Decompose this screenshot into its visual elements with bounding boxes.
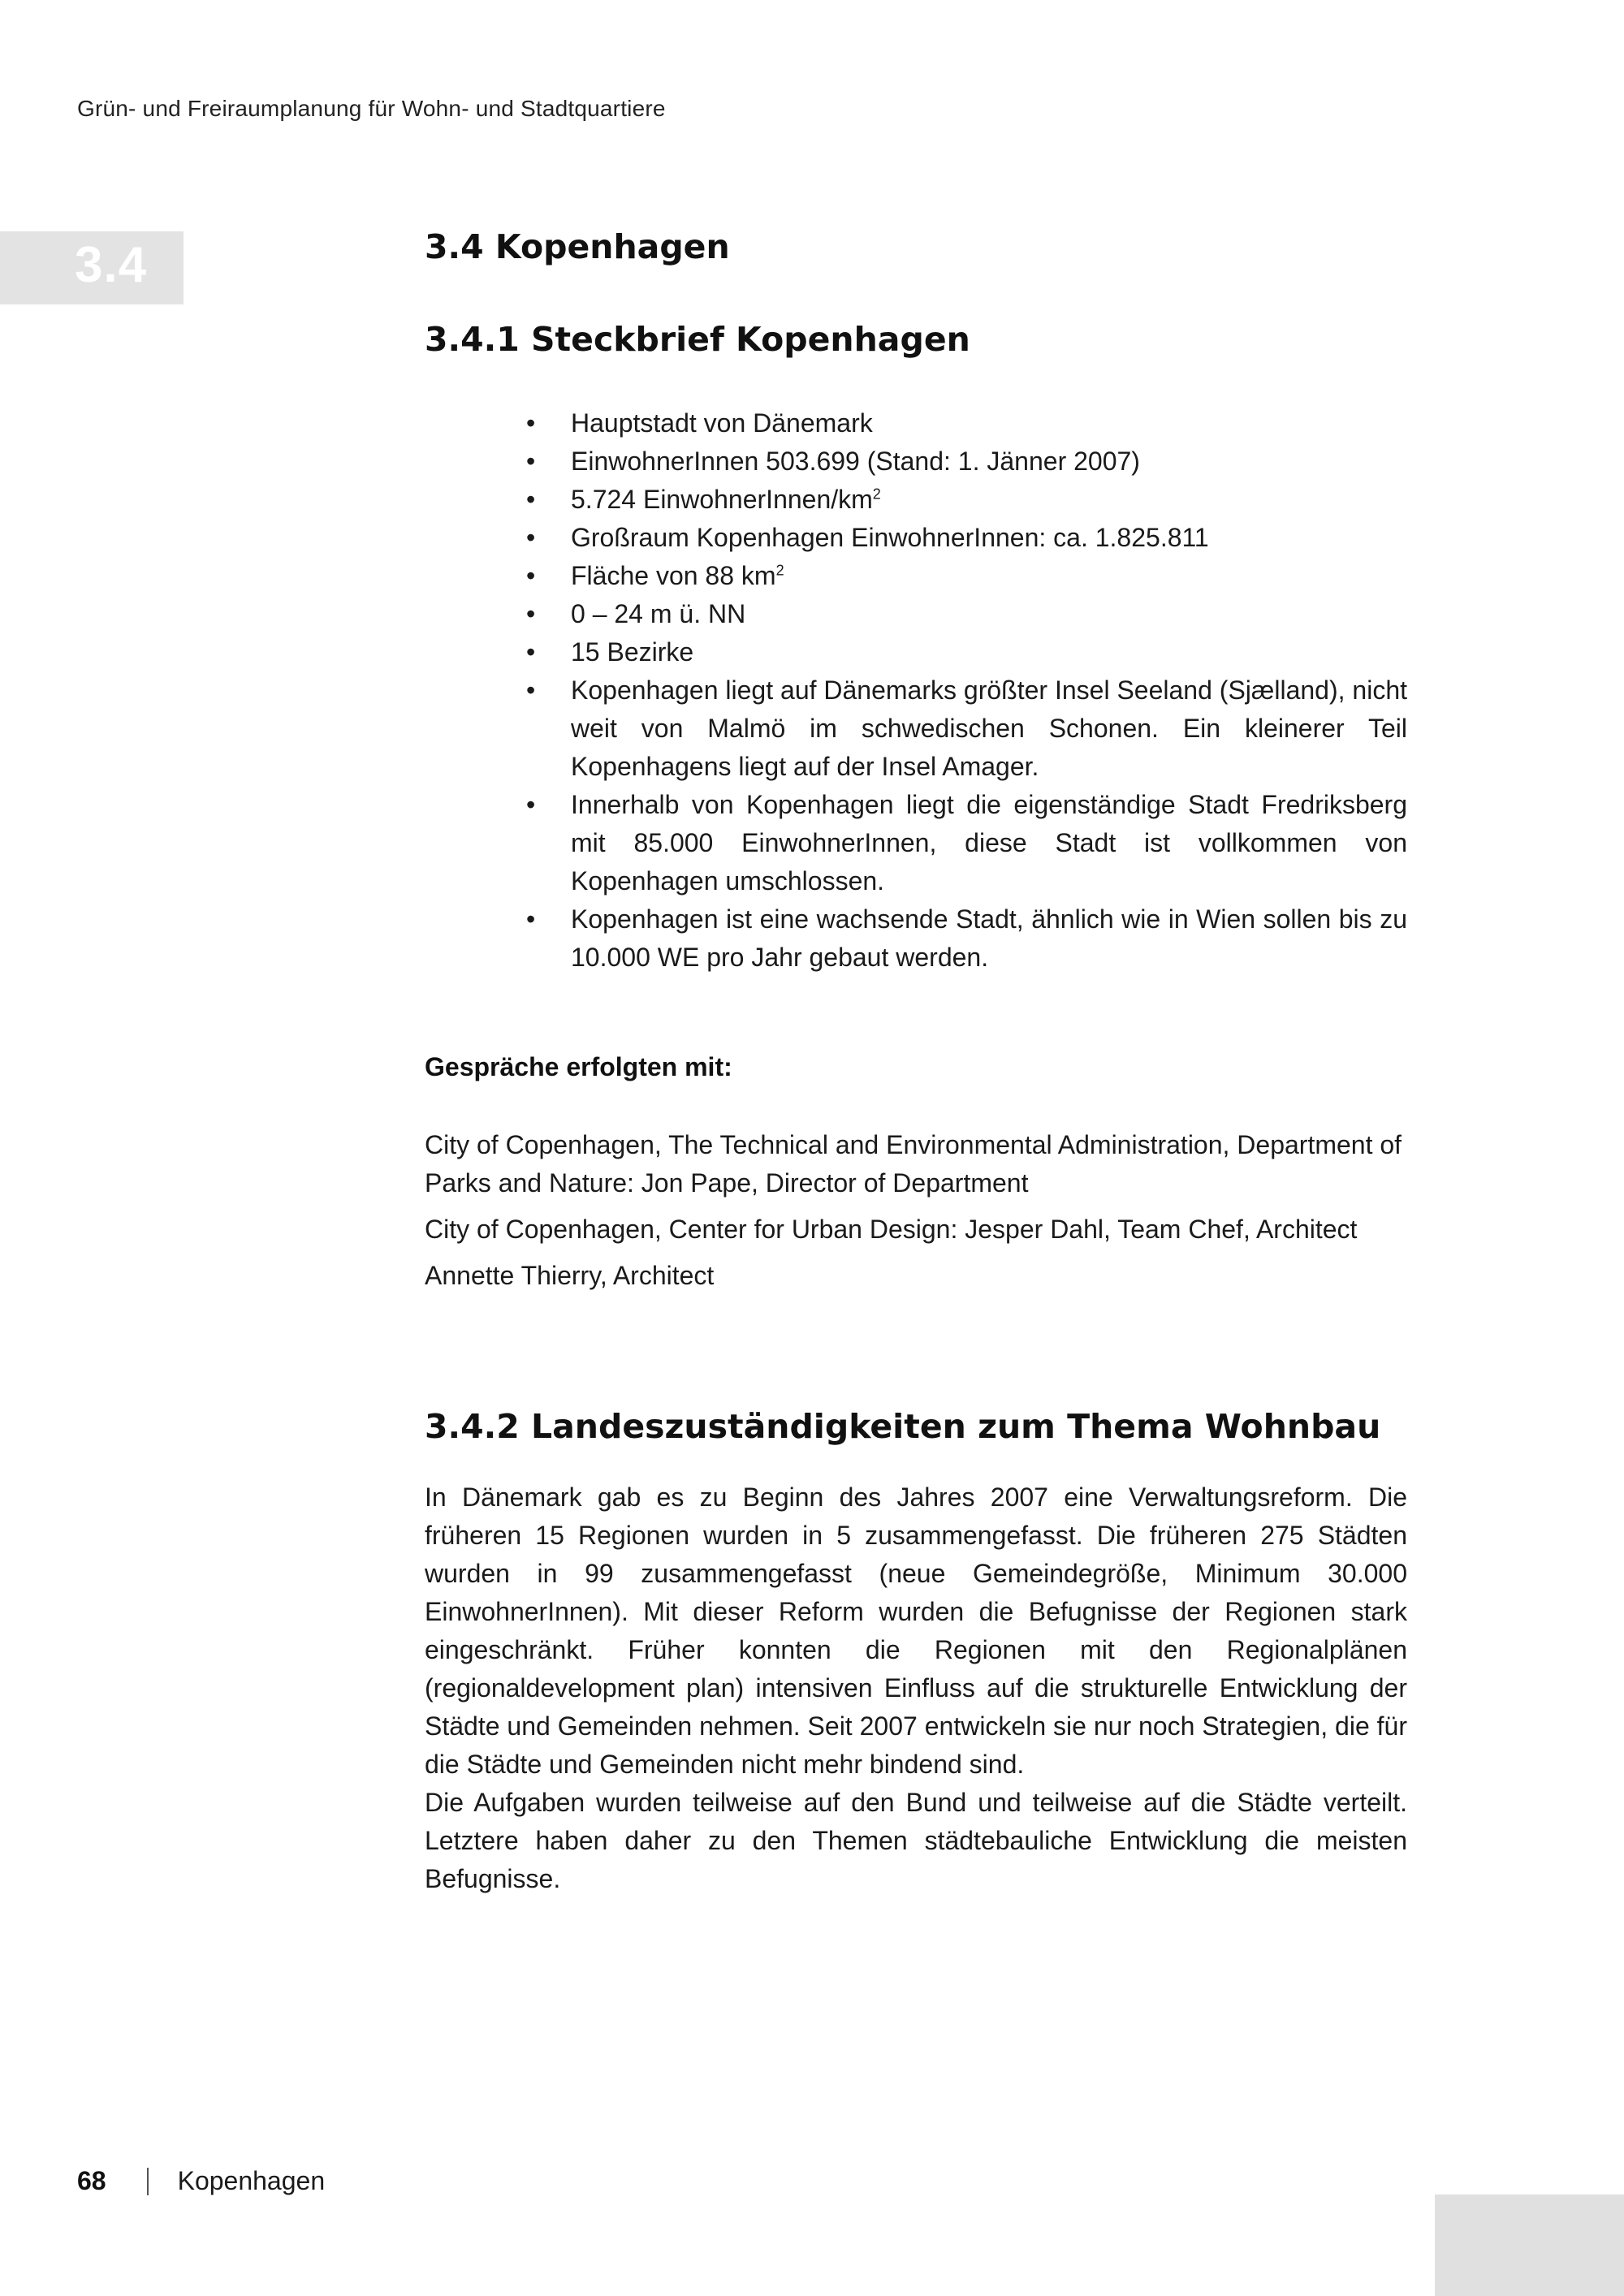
footer-chapter-name: Kopenhagen (177, 2166, 326, 2195)
bullet-icon: • (526, 675, 536, 705)
bullet-icon: • (526, 904, 536, 934)
bullet-icon: • (526, 637, 536, 667)
contact-entry: Annette Thierry, Architect (425, 1261, 715, 1290)
subsection-title-landeszustaendigkeiten: 3.4.2 Landeszuständigkeiten zum Thema Wohnbau (425, 1407, 1381, 1446)
bullet-icon: • (526, 447, 536, 476)
chapter-tab-label: 3.4 (75, 237, 148, 293)
corner-decoration (1435, 2195, 1624, 2296)
list-item: • Kopenhagen ist eine wachsende Stadt, ähnlich wie in Wien sollen bis zu 10.000 WE pro Jahr gebaut werden. (571, 900, 1407, 977)
list-item: • 0 – 24 m ü. NN (571, 595, 1407, 633)
list-item: • Fläche von 88 $km^2$ (571, 557, 1407, 595)
interviews-heading: Gespräche erfolgten mit: (425, 1052, 732, 1081)
list-item: • Hauptstadt von Dänemark (571, 404, 1407, 442)
list-item: • Kopenhagen liegt auf Dänemarks größter Insel Seeland (Sjælland), nicht weit von Malmö im schwedischen Schonen. Ein kleinerer Teil Kopenhagens liegt auf der Insel Amager. (571, 671, 1407, 786)
facts-list (425, 404, 1407, 977)
page-footer (77, 2166, 325, 2196)
list-item: • 5.724 EinwohnerInnen/$km^2$ (571, 481, 1407, 519)
bullet-icon: • (526, 408, 536, 438)
chapter-tab (0, 231, 184, 304)
main-content (425, 219, 1407, 1898)
bullet-icon: • (526, 790, 536, 819)
paragraph: In Dänemark gab es zu Beginn des Jahres 2007 eine Verwaltungsreform. Die früheren 15 Regionen wurden in 5 zusammengefasst. Die früheren 275 Städten wurden in 99 zusammengefasst (neue Gemeindegröße, Minimum 30.000 EinwohnerInnen). Mit dieser Reform wurden die Befugnisse der Regionen stark eingeschränkt. Früher konnten die Regionen mit den Regionalplänen (regionaldevelopment plan) intensiven Einfluss auf die strukturelle Entwicklung der Städte und Gemeinden nehmen. Seit 2007 entwickeln sie nur noch Strategien, die für die Städte und Gemeinden nicht mehr bindend sind. (425, 1482, 1407, 1779)
contact-entry: City of Copenhagen, Center for Urban Design: Jesper Dahl, Team Chef, Architect (425, 1215, 1358, 1244)
subsection-title-steckbrief: 3.4.1 Steckbrief Kopenhagen (425, 320, 970, 359)
contacts-list (425, 1126, 1407, 1295)
running-header: Grün- und Freiraumplanung für Wohn- und Stadtquartiere (77, 96, 666, 121)
list-item: • Innerhalb von Kopenhagen liegt die eigenständige Stadt Fredriksberg mit 85.000 EinwohnerInnen, diese Stadt ist vollkommen von Kopenhagen umschlossen. (571, 786, 1407, 900)
footer-divider (147, 2168, 149, 2195)
bullet-icon: • (526, 599, 536, 628)
list-item: • EinwohnerInnen 503.699 (Stand: 1. Jänner 2007) (571, 442, 1407, 481)
page-number: 68 (77, 2166, 106, 2195)
list-item: • Großraum Kopenhagen EinwohnerInnen: ca. 1.825.811 (571, 519, 1407, 557)
bullet-icon: • (526, 485, 536, 514)
paragraph: Die Aufgaben wurden teilweise auf den Bund und teilweise auf die Städte verteilt. Letztere haben daher zu den Themen städtebauliche Entwicklung die meisten Befugnisse. (425, 1788, 1407, 1893)
contact-entry: City of Copenhagen, The Technical and Environmental Administration, Department of Parks and Nature: Jon Pape, Director of Department (425, 1130, 1402, 1198)
list-item: • 15 Bezirke (571, 633, 1407, 671)
bullet-icon: • (526, 561, 536, 590)
superscript: 2 (775, 562, 784, 579)
body-text (425, 1478, 1407, 1898)
section-title: 3.4 Kopenhagen (425, 227, 730, 266)
bullet-icon: • (526, 523, 536, 552)
superscript: 2 (872, 486, 881, 503)
